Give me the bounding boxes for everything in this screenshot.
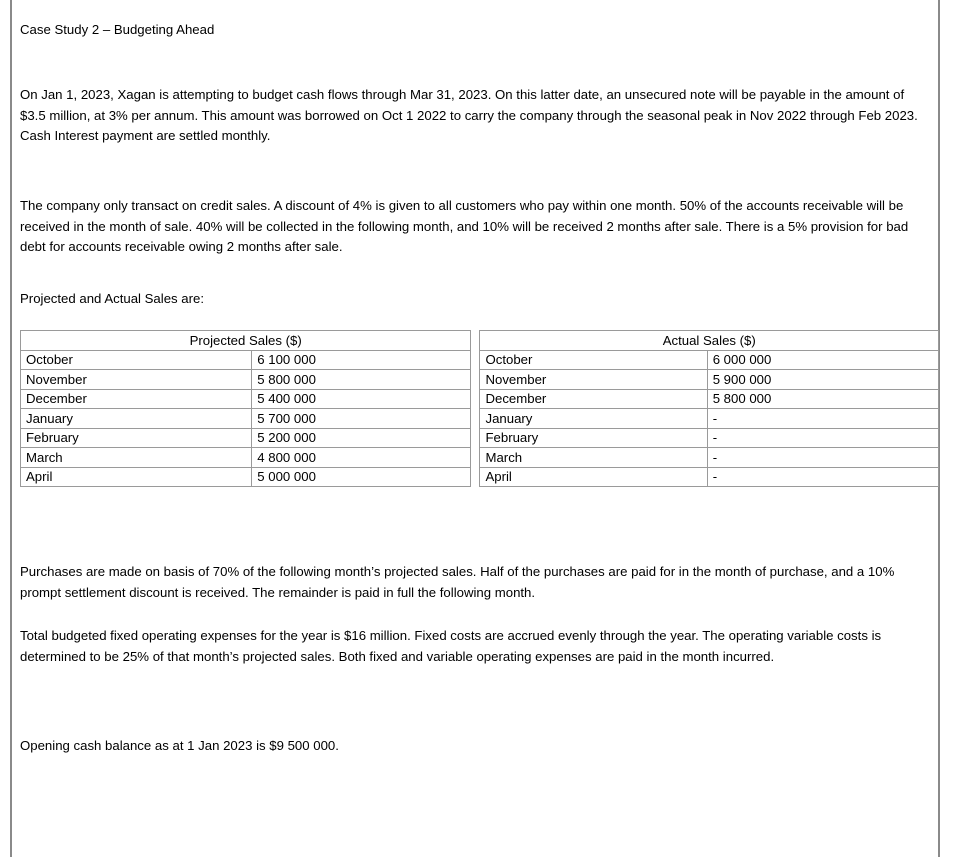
actual-month-cell: October	[480, 350, 707, 370]
projected-value-cell: 6 100 000	[252, 350, 471, 370]
projected-value-cell: 5 700 000	[252, 409, 471, 429]
table-header-row	[21, 331, 939, 351]
table-row	[21, 448, 939, 468]
table-gap	[471, 389, 480, 409]
actual-sales-header: Actual Sales ($)	[480, 331, 939, 351]
table-gap	[471, 428, 480, 448]
table-gap	[471, 448, 480, 468]
actual-month-cell: December	[480, 389, 707, 409]
sales-table	[20, 330, 939, 487]
actual-value-cell: -	[707, 467, 938, 487]
table-row	[21, 350, 939, 370]
actual-value-cell: -	[707, 428, 938, 448]
projected-month-cell: April	[21, 467, 252, 487]
paragraph-purchases: Purchases are made on basis of 70% of the following month’s projected sales. Half of the purchases are paid for in the month of purchase, and a 10% prompt settlement discount is received. The remainder is paid in full the following month.	[20, 564, 895, 600]
projected-value-cell: 5 000 000	[252, 467, 471, 487]
table-row	[21, 370, 939, 390]
paragraph-credit-sales: The company only transact on credit sales. A discount of 4% is given to all customers who pay within one month. 50% of the accounts receivable will be received in the month of sale. 40% will be collected in the following month, and 10% will be received 2 months after sale. There is a 5% provision for bad debt for accounts receivable owing 2 months after sale.	[20, 198, 909, 254]
document-page	[10, 0, 940, 857]
table-gap	[471, 370, 480, 390]
projected-value-cell: 5 400 000	[252, 389, 471, 409]
actual-month-cell: March	[480, 448, 707, 468]
projected-value-cell: 5 800 000	[252, 370, 471, 390]
table-row	[21, 467, 939, 487]
paragraph-opening-balance: Opening cash balance as at 1 Jan 2023 is $9 500 000.	[20, 738, 339, 753]
projected-value-cell: 5 200 000	[252, 428, 471, 448]
table-row	[21, 389, 939, 409]
table-gap	[471, 350, 480, 370]
actual-value-cell: -	[707, 448, 938, 468]
projected-month-cell: October	[21, 350, 252, 370]
actual-value-cell: 5 900 000	[707, 370, 938, 390]
projected-month-cell: February	[21, 428, 252, 448]
document-title: Case Study 2 – Budgeting Ahead	[20, 22, 215, 37]
table-gap	[471, 409, 480, 429]
table-gap	[471, 467, 480, 487]
projected-month-cell: December	[21, 389, 252, 409]
actual-value-cell: 5 800 000	[707, 389, 938, 409]
actual-value-cell: -	[707, 409, 938, 429]
projected-sales-header: Projected Sales ($)	[21, 331, 471, 351]
projected-month-cell: November	[21, 370, 252, 390]
paragraph-loan-details: On Jan 1, 2023, Xagan is attempting to budget cash flows through Mar 31, 2023. On this latter date, an unsecured note will be payable in the amount of $3.5 million, at 3% per annum. This amount was borrowed on Oct 1 2022 to carry the company through the seasonal peak in Nov 2022 through Feb 2023. Cash Interest payment are settled monthly.	[20, 87, 918, 143]
table-row	[21, 428, 939, 448]
table-gap	[471, 331, 480, 351]
paragraph-operating-expenses: Total budgeted fixed operating expenses for the year is $16 million. Fixed costs are accrued evenly through the year. The operating variable costs is determined to be 25% of that month’s projected sales. Both fixed and variable operating expenses are paid in the month incurred.	[20, 628, 882, 664]
actual-value-cell: 6 000 000	[707, 350, 938, 370]
projected-month-cell: January	[21, 409, 252, 429]
actual-month-cell: November	[480, 370, 707, 390]
actual-month-cell: February	[480, 428, 707, 448]
table-row	[21, 409, 939, 429]
actual-month-cell: January	[480, 409, 707, 429]
projected-month-cell: March	[21, 448, 252, 468]
paragraph-sales-intro: Projected and Actual Sales are:	[20, 291, 205, 306]
actual-month-cell: April	[480, 467, 707, 487]
projected-value-cell: 4 800 000	[252, 448, 471, 468]
